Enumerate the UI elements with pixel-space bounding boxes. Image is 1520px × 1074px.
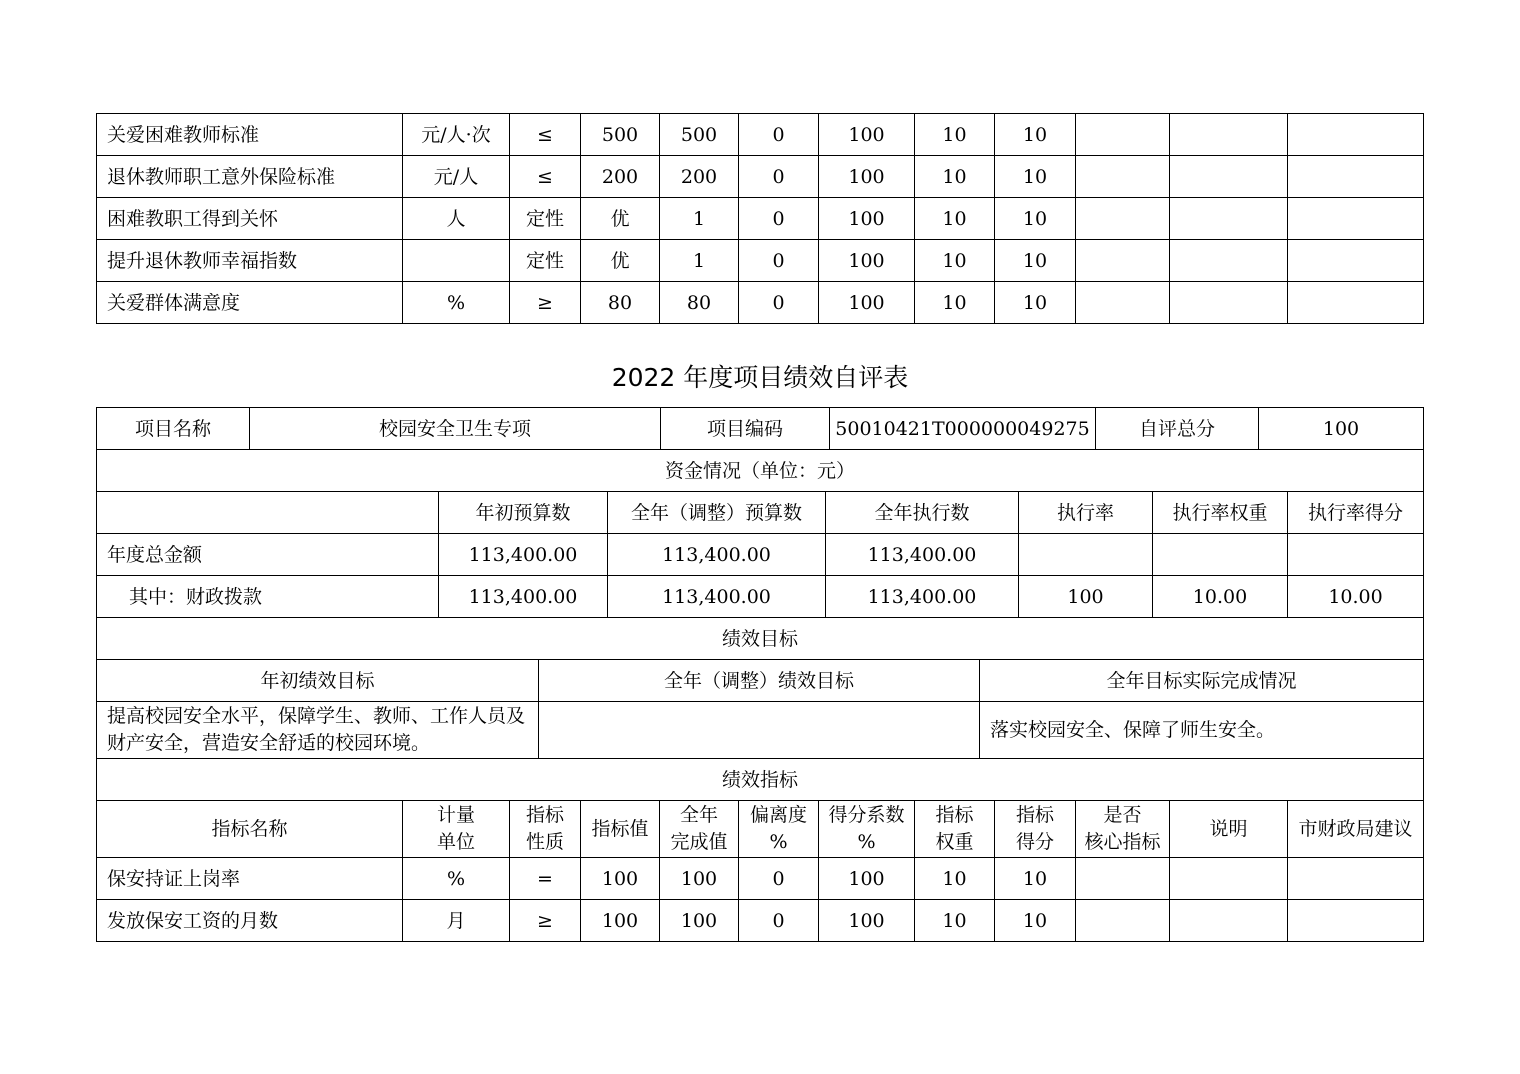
table-cell: 0 — [739, 900, 819, 942]
table-cell — [1076, 114, 1170, 156]
table-cell: % — [403, 858, 510, 900]
table-cell: 优 — [581, 240, 660, 282]
table-cell: 10 — [915, 156, 995, 198]
header-line: 指标 — [935, 804, 974, 826]
table-cell: 200 — [660, 156, 739, 198]
table-cell — [1170, 114, 1288, 156]
table-cell — [1288, 240, 1424, 282]
table-cell: 100 — [660, 858, 739, 900]
table-cell: 80 — [660, 282, 739, 324]
table-row — [97, 576, 1424, 618]
table-cell: ≤ — [510, 156, 581, 198]
indicator-column-header — [1288, 801, 1424, 858]
indicator-name: 困难教职工得到关怀 — [97, 198, 403, 240]
header-line: 指标值 — [591, 817, 649, 840]
header-line: 指标 — [525, 804, 564, 826]
table-cell: = — [510, 858, 581, 900]
table-row — [97, 240, 1424, 282]
table-cell: 100 — [819, 156, 915, 198]
funds-table — [96, 449, 1424, 660]
table-cell: 10 — [995, 858, 1076, 900]
table-cell — [1170, 240, 1288, 282]
table-cell: 0 — [739, 114, 819, 156]
table-cell: ≥ — [510, 900, 581, 942]
header-line: 单位 — [436, 831, 475, 853]
table-cell: 月 — [403, 900, 510, 942]
indicators-section-header: 绩效指标 — [97, 759, 1424, 801]
header-line: 完成值 — [670, 831, 728, 853]
funds-column-header — [97, 492, 439, 534]
funds-column-header: 全年执行数 — [826, 492, 1019, 534]
table-cell: 0 — [739, 858, 819, 900]
indicator-name: 保安持证上岗率 — [97, 858, 403, 900]
funds-cell — [1153, 534, 1288, 576]
indicator-name: 关爱困难教师标准 — [97, 114, 403, 156]
funds-cell: 113,400.00 — [826, 534, 1019, 576]
table-cell: 10 — [915, 858, 995, 900]
table-cell: 100 — [581, 858, 660, 900]
project-info-table — [96, 407, 1424, 450]
self-score-label: 自评总分 — [1096, 408, 1259, 450]
header-line: 得分系数 — [828, 804, 905, 826]
header-line: 指标名称 — [211, 817, 288, 840]
indicator-column-header — [819, 801, 915, 858]
table-cell: 100 — [819, 282, 915, 324]
project-name: 校园安全卫生专项 — [250, 408, 661, 450]
table-cell: % — [403, 282, 510, 324]
table-cell: 10 — [995, 114, 1076, 156]
table-cell — [1170, 156, 1288, 198]
indicator-column-header — [1170, 801, 1288, 858]
indicator-name: 发放保安工资的月数 — [97, 900, 403, 942]
table-cell — [403, 240, 510, 282]
table-cell — [1288, 198, 1424, 240]
table-cell: 100 — [819, 198, 915, 240]
table-cell: 元/人·次 — [403, 114, 510, 156]
table-cell: 10 — [995, 156, 1076, 198]
table-cell: 10 — [915, 198, 995, 240]
funds-cell — [1019, 534, 1153, 576]
header-line: 性质 — [525, 831, 564, 853]
table-cell — [1288, 282, 1424, 324]
table-cell: 定性 — [510, 198, 581, 240]
indicator-column-header — [915, 801, 995, 858]
funds-header-row — [97, 492, 1424, 534]
table-cell — [1288, 114, 1424, 156]
table-cell: 人 — [403, 198, 510, 240]
table-cell: 元/人 — [403, 156, 510, 198]
table-cell: 1 — [660, 198, 739, 240]
indicator-name: 提升退休教师幸福指数 — [97, 240, 403, 282]
indicator-column-header — [739, 801, 819, 858]
funds-row-label: 年度总金额 — [97, 534, 439, 576]
table-cell: ≥ — [510, 282, 581, 324]
table-row — [97, 900, 1424, 942]
table-row — [97, 282, 1424, 324]
funds-cell: 10.00 — [1288, 576, 1424, 618]
table-cell — [1076, 156, 1170, 198]
header-line: 计量 — [436, 804, 475, 826]
goal-header-adjusted: 全年（调整）绩效目标 — [539, 660, 980, 702]
funds-column-header: 全年（调整）预算数 — [608, 492, 826, 534]
table-cell — [1170, 858, 1288, 900]
page-title: 2022 年度项目绩效自评表 — [611, 363, 909, 392]
table-cell: 10 — [915, 282, 995, 324]
table-cell: 100 — [819, 900, 915, 942]
header-line: 全年 — [679, 804, 718, 826]
self-score: 100 — [1259, 408, 1424, 450]
header-line: 指标 — [1015, 804, 1054, 826]
project-name-label: 项目名称 — [97, 408, 250, 450]
table-cell: 10 — [915, 900, 995, 942]
header-line: % — [857, 831, 876, 853]
funds-cell: 113,400.00 — [826, 576, 1019, 618]
funds-column-header: 年初预算数 — [439, 492, 608, 534]
goals-section-header: 绩效目标 — [97, 618, 1424, 660]
indicators-table — [96, 758, 1424, 942]
table-cell: 10 — [995, 282, 1076, 324]
goal-actual: 落实校园安全、保障了师生安全。 — [980, 702, 1424, 759]
funds-section-header: 资金情况（单位：元） — [97, 450, 1424, 492]
header-line: 市财政局建议 — [1298, 817, 1413, 840]
table-cell: 200 — [581, 156, 660, 198]
indicator-column-header — [995, 801, 1076, 858]
indicator-name: 关爱群体满意度 — [97, 282, 403, 324]
goal-header-initial: 年初绩效目标 — [97, 660, 539, 702]
table-cell — [1076, 900, 1170, 942]
funds-cell: 113,400.00 — [439, 576, 608, 618]
table-cell — [1076, 858, 1170, 900]
indicator-column-header — [97, 801, 403, 858]
table-cell: 0 — [739, 198, 819, 240]
table-cell: 10 — [915, 114, 995, 156]
goals-table — [96, 659, 1424, 759]
header-line: 核心指标 — [1084, 831, 1161, 853]
table-cell: 优 — [581, 198, 660, 240]
table-row — [97, 156, 1424, 198]
indicator-column-header — [403, 801, 510, 858]
table-cell — [1170, 900, 1288, 942]
table-cell: 0 — [739, 282, 819, 324]
table-cell: 0 — [739, 156, 819, 198]
header-line: 是否 — [1103, 804, 1142, 826]
table-cell: 1 — [660, 240, 739, 282]
table-row — [97, 534, 1424, 576]
funds-row-label: 其中：财政拨款 — [97, 576, 439, 618]
indicator-column-header — [581, 801, 660, 858]
table-cell — [1288, 156, 1424, 198]
table-cell: 100 — [819, 114, 915, 156]
header-line: 权重 — [935, 831, 974, 853]
table-cell: 10 — [995, 900, 1076, 942]
funds-cell: 113,400.00 — [608, 576, 826, 618]
table-cell — [1076, 240, 1170, 282]
funds-cell: 113,400.00 — [439, 534, 608, 576]
header-line: 说明 — [1209, 817, 1248, 840]
header-line: 偏离度 — [749, 804, 807, 826]
funds-column-header: 执行率权重 — [1153, 492, 1288, 534]
table-cell: 500 — [581, 114, 660, 156]
funds-cell: 100 — [1019, 576, 1153, 618]
table-cell: 100 — [660, 900, 739, 942]
project-code-label: 项目编码 — [661, 408, 830, 450]
header-line: 得分 — [1015, 831, 1054, 853]
indicators-header-row — [97, 801, 1424, 858]
table-cell: 100 — [819, 240, 915, 282]
goal-initial: 提高校园安全水平，保障学生、教师、工作人员及财产安全，营造安全舒适的校园环境。 — [97, 702, 539, 759]
funds-cell: 113,400.00 — [608, 534, 826, 576]
goal-header-actual: 全年目标实际完成情况 — [980, 660, 1424, 702]
table-cell: 10 — [995, 198, 1076, 240]
table-cell — [1288, 858, 1424, 900]
table-cell — [1076, 198, 1170, 240]
indicator-column-header — [660, 801, 739, 858]
table-cell: 10 — [995, 240, 1076, 282]
table-cell: ≤ — [510, 114, 581, 156]
funds-column-header: 执行率得分 — [1288, 492, 1424, 534]
funds-column-header: 执行率 — [1019, 492, 1153, 534]
table-cell — [1288, 900, 1424, 942]
funds-cell — [1288, 534, 1424, 576]
goal-adjusted — [539, 702, 980, 759]
table-cell: 80 — [581, 282, 660, 324]
table-row — [97, 114, 1424, 156]
table-cell — [1170, 282, 1288, 324]
table-cell: 0 — [739, 240, 819, 282]
table-cell: 10 — [915, 240, 995, 282]
header-line: % — [769, 831, 788, 853]
table-cell — [1170, 198, 1288, 240]
table-row — [97, 858, 1424, 900]
indicator-column-header — [1076, 801, 1170, 858]
funds-cell: 10.00 — [1153, 576, 1288, 618]
table-cell: 500 — [660, 114, 739, 156]
table-row — [97, 198, 1424, 240]
project-code: 50010421T000000049275 — [830, 408, 1096, 450]
indicator-column-header — [510, 801, 581, 858]
indicator-name: 退休教师职工意外保险标准 — [97, 156, 403, 198]
table-cell: 定性 — [510, 240, 581, 282]
top-indicator-table — [96, 113, 1424, 324]
table-cell — [1076, 282, 1170, 324]
table-cell: 100 — [819, 858, 915, 900]
table-cell: 100 — [581, 900, 660, 942]
